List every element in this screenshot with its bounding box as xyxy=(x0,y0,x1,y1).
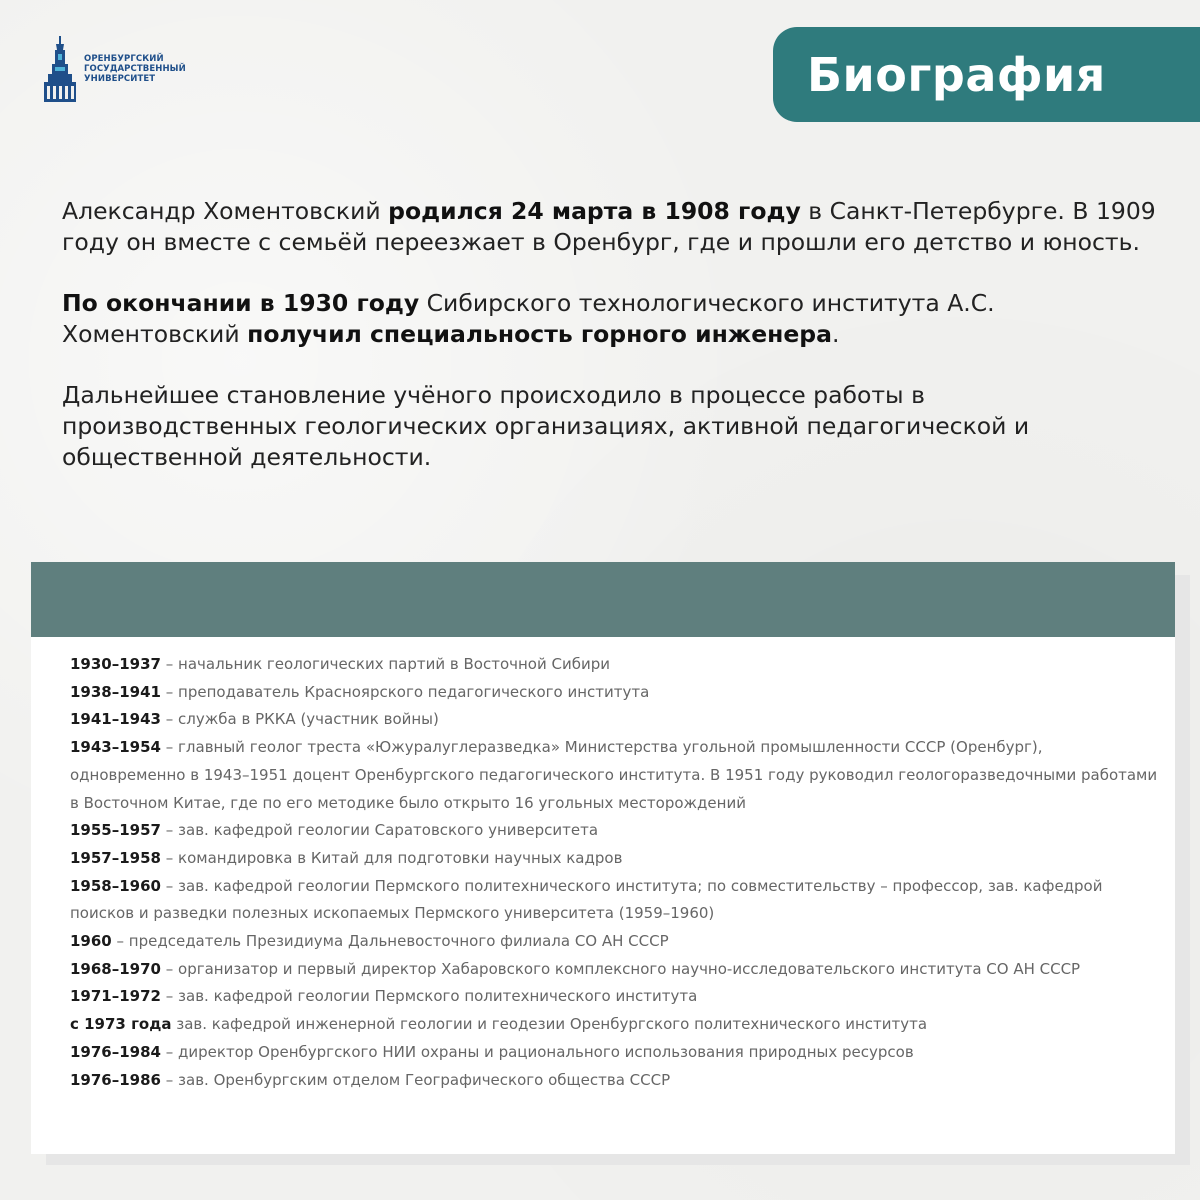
university-name xyxy=(84,54,186,84)
timeline-description: зав. кафедрой инженерной геологии и геодезии Оренбургского политехнического института xyxy=(171,1015,928,1034)
intro-text xyxy=(62,196,1162,503)
timeline-period: 1957–1958 xyxy=(70,848,161,867)
timeline-entry xyxy=(70,817,1160,845)
timeline-entry xyxy=(70,651,1160,679)
timeline-description: – зав. Оренбургским отделом Географического общества СССР xyxy=(161,1070,671,1089)
university-logo xyxy=(42,36,186,102)
timeline-entry xyxy=(70,873,1160,928)
timeline-period: 1960 xyxy=(70,932,112,951)
logo-line-1: ОРЕНБУРГСКИЙ xyxy=(84,54,164,64)
timeline-period: 1955–1957 xyxy=(70,821,161,840)
timeline-card-header xyxy=(31,562,1175,637)
timeline-period: 1968–1970 xyxy=(70,959,161,978)
timeline-description: – начальник геологических партий в Восточной Сибири xyxy=(161,655,610,673)
timeline-description: – служба в РККА (участник войны) xyxy=(161,710,439,729)
page-title: Биография xyxy=(807,47,1106,102)
intro-p1-bold-1: родился 24 марта в 1908 году xyxy=(388,197,801,225)
intro-p2-text-2: . xyxy=(832,320,840,348)
timeline-description: – зав. кафедрой геологии Саратовского университета xyxy=(161,821,599,840)
timeline-description: – организатор и первый директор Хабаровского комплексного научно-исследовательского института СО АН СССР xyxy=(161,959,1081,978)
timeline-entry xyxy=(70,1067,1160,1095)
timeline-period: 1941–1943 xyxy=(70,710,161,729)
timeline-period: 1958–1960 xyxy=(70,876,161,895)
timeline-entry xyxy=(70,983,1160,1011)
timeline-period: 1943–1954 xyxy=(70,738,161,757)
timeline-card xyxy=(31,562,1175,1154)
university-building-icon xyxy=(42,36,78,102)
intro-paragraph-2 xyxy=(62,288,1162,350)
intro-p2-bold-1: По окончании в 1930 году xyxy=(62,289,420,317)
timeline-description: – зав. кафедрой геологии Пермского политехнического института; по совместительству – профессор, зав. кафедрой поисков и разведки полезных ископаемых Пермского университета (1959–1960) xyxy=(70,876,1103,923)
intro-paragraph-3: Дальнейшее становление учёного происходило в процессе работы в производственных геологических организациях, активной педагогической и общественной деятельности. xyxy=(62,381,1030,471)
timeline-description: – директор Оренбургского НИИ охраны и рационального использования природных ресурсов xyxy=(161,1042,914,1061)
timeline-period: 1971–1972 xyxy=(70,987,161,1006)
timeline-description: – командировка в Китай для подготовки научных кадров xyxy=(161,848,623,867)
timeline-entry xyxy=(70,956,1160,984)
title-tab xyxy=(773,27,1200,122)
timeline-period: 1938–1941 xyxy=(70,682,161,701)
timeline-entry xyxy=(70,1011,1160,1039)
timeline-entry xyxy=(70,679,1160,707)
intro-p2-text-1: Сибирского технологического института А.С. Хоментовский xyxy=(62,289,995,348)
timeline-list xyxy=(31,637,1160,1094)
timeline-entry xyxy=(70,734,1160,817)
timeline-description: – председатель Президиума Дальневосточного филиала СО АН СССР xyxy=(111,932,669,951)
timeline-description: – преподаватель Красноярского педагогического института xyxy=(161,682,650,701)
intro-p1-text-2: в Санкт-Петербурге. В 1909 году он вместе с семьёй переезжает в Оренбург, где и прошли его детство и юность. xyxy=(62,197,1156,256)
timeline-entry xyxy=(70,845,1160,873)
timeline-period: 1976–1984 xyxy=(70,1042,161,1061)
timeline-entry xyxy=(70,706,1160,734)
timeline-period: с 1973 года xyxy=(70,1015,172,1034)
timeline-entry xyxy=(70,928,1160,956)
timeline-description: – зав. кафедрой геологии Пермского политехнического института xyxy=(161,987,698,1006)
intro-paragraph-1 xyxy=(62,196,1162,258)
logo-line-2: ГОСУДАРСТВЕННЫЙ xyxy=(84,64,186,74)
timeline-entry xyxy=(70,1039,1160,1067)
timeline-period: 1976–1986 xyxy=(70,1070,161,1089)
timeline-description: – главный геолог треста «Южуралуглеразведка» Министерства угольной промышленности СССР (Оренбург), одновременно в 1943–1951 доцент Оренбургского педагогического института. В 1951 году руководил геологоразведочными работами в Восточном Китае, где по его методике было открыто 16 угольных месторождений xyxy=(70,738,1158,812)
logo-line-3: УНИВЕРСИТЕТ xyxy=(84,74,156,84)
intro-p1-text-1: Александр Хоментовский xyxy=(62,197,389,225)
intro-p2-bold-2: получил специальность горного инженера xyxy=(247,320,832,348)
timeline-period: 1930–1937 xyxy=(70,655,161,673)
